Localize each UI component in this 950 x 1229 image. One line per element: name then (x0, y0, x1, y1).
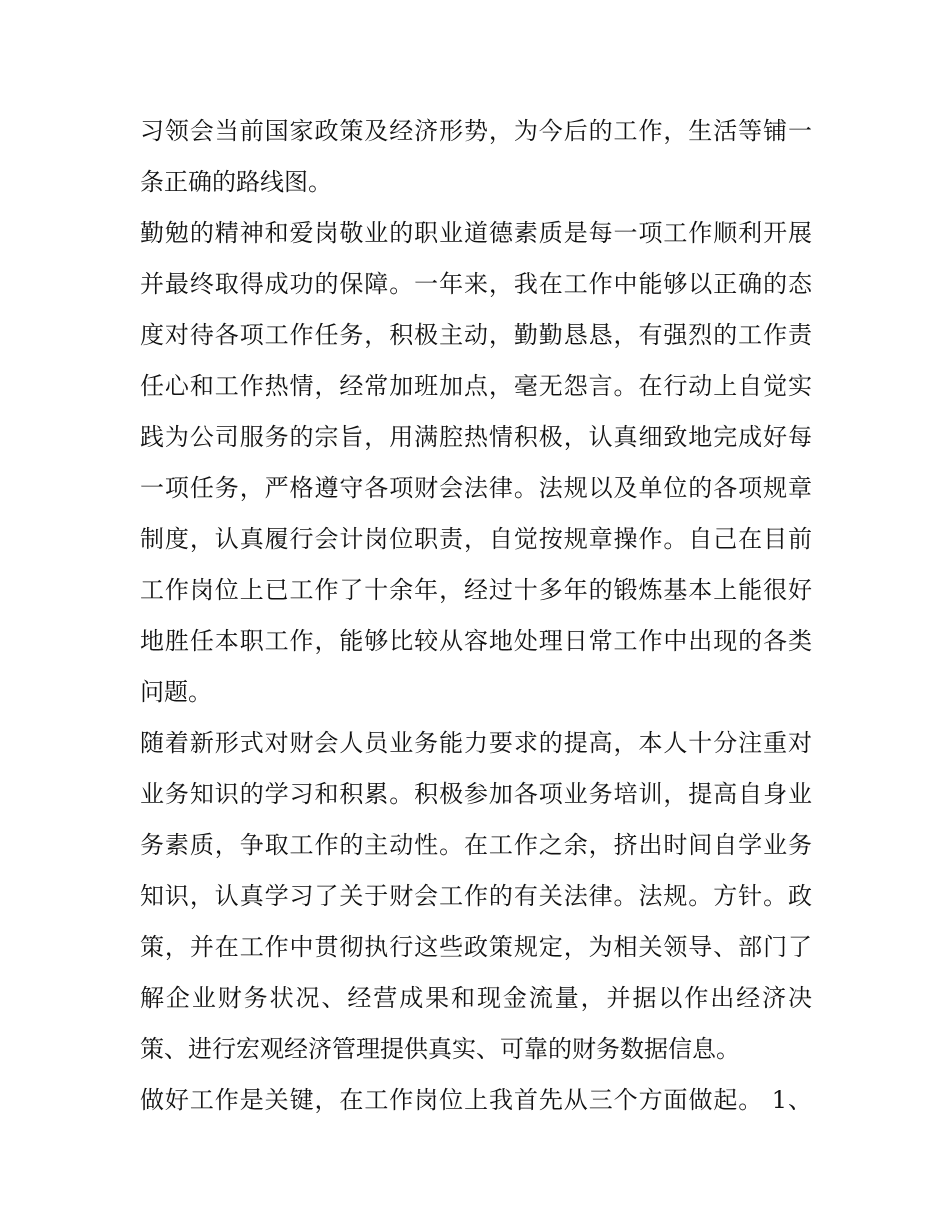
document-body (140, 106, 812, 1126)
text-line: 解企业财务状况、经营成果和现金流量，并据以作出经济决 (140, 984, 812, 1012)
text-line: 工作岗位上已工作了十余年，经过十多年的锻炼基本上能很好 (140, 576, 812, 604)
text-line: 策、进行宏观经济管理提供真实、可靠的财务数据信息。 (140, 1035, 740, 1063)
text-line: 策，并在工作中贯彻执行这些政策规定，为相关领导、部门了 (140, 933, 812, 961)
text-line: 问题。 (140, 678, 212, 706)
text-line: 任心和工作热情，经常加班加点，毫无怨言。在行动上自觉实 (140, 372, 812, 400)
text-line: 务素质，争取工作的主动性。在工作之余，挤出时间自学业务 (140, 831, 812, 859)
text-line: 业务知识的学习和积累。积极参加各项业务培训，提高自身业 (140, 780, 812, 808)
text-line: 做好工作是关键，在工作岗位上我首先从三个方面做起。 1、 (140, 1086, 812, 1114)
text-line: 条正确的路线图。 (140, 168, 332, 196)
text-line: 践为公司服务的宗旨，用满腔热情积极，认真细致地完成好每 (140, 423, 812, 451)
text-line: 地胜任本职工作，能够比较从容地处理日常工作中出现的各类 (140, 627, 812, 655)
text-line: 并最终取得成功的保障。一年来，我在工作中能够以正确的态 (140, 270, 812, 298)
text-line: 勤勉的精神和爱岗敬业的职业道德素质是每一项工作顺利开展 (140, 219, 812, 247)
text-line: 制度，认真履行会计岗位职责，自觉按规章操作。自己在目前 (140, 525, 812, 553)
text-line: 知识，认真学习了关于财会工作的有关法律。法规。方针。政 (140, 882, 812, 910)
text-line: 度对待各项工作任务，积极主动，勤勤恳恳，有强烈的工作责 (140, 321, 812, 349)
text-line: 习领会当前国家政策及经济形势，为今后的工作，生活等铺一 (140, 117, 812, 145)
text-line: 一项任务，严格遵守各项财会法律。法规以及单位的各项规章 (140, 474, 812, 502)
text-line: 随着新形式对财会人员业务能力要求的提高，本人十分注重对 (140, 729, 812, 757)
